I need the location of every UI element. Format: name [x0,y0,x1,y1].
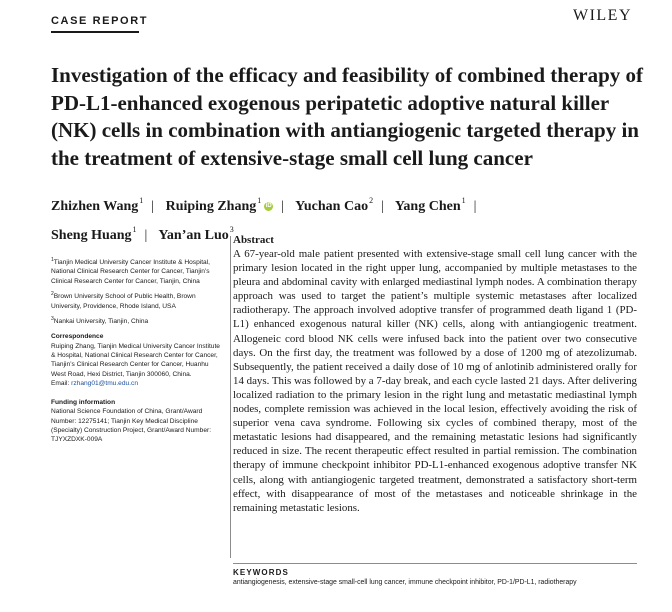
funding-heading: Funding information [51,399,116,407]
author[interactable]: Ruiping Zhang$^1$iD [165,196,272,214]
sidebar-info [51,256,221,445]
column-divider [230,236,231,558]
author[interactable]: Zhizhen Wang$^1$ [51,196,144,214]
author[interactable]: Yuchan Cao$^2$ [295,196,374,214]
author-separator: | [381,199,384,214]
keywords-text: antiangiogenesis, extensive-stage small-cell lung cancer, immune checkpoint inhibitor, PD-1/PD-L1, radiotherapy [233,579,577,586]
section-label: CASE REPORT [51,15,149,27]
affiliation: $^2$Brown University School of Public Health, Brown University, Providence, Rhode Island, USA [51,291,196,310]
author-separator: | [281,199,285,214]
author-separator: | [151,199,155,214]
keywords-rule [233,563,637,564]
keywords-heading: KEYWORDS [233,568,289,577]
affiliation: $^3$Nankai University, Tianjin, China [51,315,149,326]
orcid-icon[interactable]: iD [265,203,272,209]
affiliation: $^1$Tianjin Medical University Cancer Institute & Hospital, National Clinical Research Center for Cancer, Tianjin’s Clinical Research Center for Cancer, Tianjin, China [51,257,211,285]
correspondence-text: Ruiping Zhang, Tianjin Medical University Cancer Institute & Hospital, National Clinical Research Center for Cancer, Tianjin’s Clinical Research Center for Cancer, Huanhu West Road, Hexi District, Tianjin 300060, China. Email: rzhang01@tmu.edu.cn [51,342,220,387]
publisher-logo: WILEY [572,7,632,24]
author-separator: | [473,199,477,214]
funding-text: National Science Foundation of China, Grant/Award Number: 12275141; Tianjin Key Medical Discipline (Specialty) Construction Project, Grant/Award Number: TJYXZDXK-009A [51,408,212,444]
author[interactable]: Yan’an Luo$^3$ [158,225,234,243]
correspondence-heading: Correspondence [51,333,104,341]
author-separator: | [144,228,148,243]
author[interactable]: Sheng Huang$^1$ [51,225,137,243]
abstract-heading: Abstract [233,234,274,246]
email-link[interactable]: rzhang01@tmu.edu.cn [71,379,138,387]
article-title: Investigation of the efficacy and feasibility of combined therapy of PD-L1-enhanced exogenous peripatetic adoptive natural killer (NK) cells in combination with antiangiogenic targeted therapy in the treatment of extensive-stage small cell lung cancer [51,63,644,170]
abstract [233,233,637,515]
abstract-text: A 67-year-old male patient presented with extensive-stage small cell lung cancer with the primary lesion located in the right upper lung, accompanied by multiple metastases to the pleura and abdominal cavity with enlarged mediastinal lymph nodes. A combination therapy approach was used to target the patient’s multiple systemic metastases after localized radiotherapy. The approach involved adoptive transfer of programmed death ligand 1 (PD-L1) enhanced exogenous natural killer (NK) cells, along with antiangiogenic treatment. Allogeneic cord blood NK cells were infused back into the patient over two consecutive days. On the first day, the treatment was followed by a dose of 1200 mg of atezolizumab. Subsequently, the patient received a daily dose of 10 mg of anlotinib administered orally for 14 days. This was followed by a 7-day break, and each cycle lasted 21 days. After delivering localized radiation to the primary lesion in the right lung and metastatic mediastinal lymph nodes, complete remission was achieved in the local lesion, effectively avoiding the risk of superior vena cava syndrome. Following six cycles of combined therapy, most of the metastatic lesions had disappeared, and the remaining metastatic lesions had significantly reduced in size. The recent therapeutic effect resulted in partial remission. The combination therapy of immune checkpoint inhibitor PD-L1-enhanced exogenous adoptive transfer NK cells, along with antiangiogenic targeted treatment, demonstrated a satisfactory short-term effect, with disappearance of most of the metastases and noticeable shrinkage in the remaining metastatic lesions. [233,248,637,514]
section-rule [51,31,139,33]
author[interactable]: Yang Chen$^1$ [394,196,466,214]
